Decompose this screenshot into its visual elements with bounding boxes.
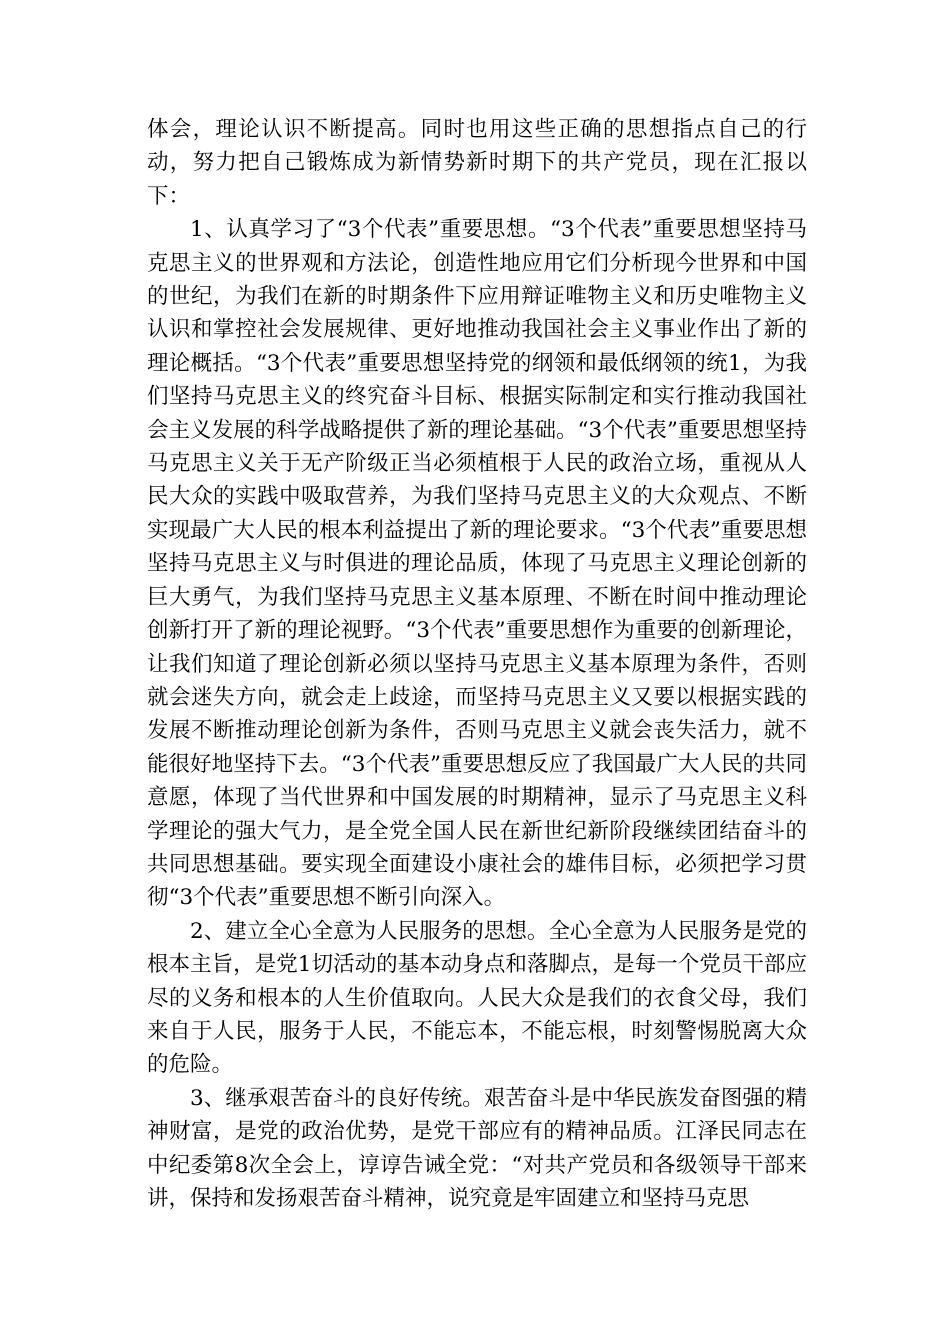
- paragraph-serve-the-people: 2、建立全心全意为人民服务的思想。全心全意为人民服务是党的根本主旨，是党1切活动的基本动身点和落脚点，是每一个党员干部应尽的义务和根本的人生价值取向。人民大众是我们的衣食父母，我们来自于人民，服务于人民，不能忘本，不能忘根，时刻警惕脱离大众的危险。: [147, 918, 807, 1078]
- paragraph-continuation: 体会，理论认识不断提高。同时也用这些正确的思想指点自己的行动，努力把自己锻炼成为新情势新时期下的共产党员，现在汇报以下：: [147, 117, 807, 209]
- paragraph-three-represents: 1、认真学习了“3个代表”重要思想。“3个代表”重要思想坚持马克思主义的世界观和方法论，创造性地应用它们分析现今世界和中国的世纪，为我们在新的时期条件下应用辩证唯物主义和历史唯物主义认识和掌控社会发展规律、更好地推动我国社会主义事业作出了新的理论概括。“3个代表”重要思想坚持党的纲领和最低纲领的统1，为我们坚持马克思主义的终究奋斗目标、根据实际制定和实行推动我国社会主义发展的科学战略提供了新的理论基础。“3个代表”重要思想坚持马克思主义关于无产阶级正当必须植根于人民的政治立场，重视从人民大众的实践中吸取营养，为我们坚持马克思主义的大众观点、不断实现最广大人民的根本利益提出了新的理论要求。“3个代表”重要思想坚持马克思主义与时俱进的理论品质，体现了马克思主义理论创新的巨大勇气，为我们坚持马克思主义基本原理、不断在时间中推动理论创新打开了新的理论视野。“3个代表”重要思想作为重要的创新理论，让我们知道了理论创新必须以坚持马克思主义基本原理为条件，否则就会迷失方向，就会走上歧途，而坚持马克思主义又要以根据实践的发展不断推动理论创新为条件，否则马克思主义就会丧失活力，就不能很好地坚持下去。“3个代表”重要思想反应了我国最广大人民的共同意愿，体现了当代世界和中国发展的时期精神，显示了马克思主义科学理论的强大气力，是全党全国人民在新世纪新阶段继续团结奋斗的共同思想基础。要实现全面建设小康社会的雄伟目标，必须把学习贯彻“3个代表”重要思想不断引向深入。: [147, 217, 807, 911]
- paragraph-hard-struggle: 3、继承艰苦奋斗的良好传统。艰苦奋斗是中华民族发奋图强的精神财富，是党的政治优势，是党干部应有的精神品质。江泽民同志在中纪委第8次全会上，谆谆告诫全党：“对共产党员和各级领导干部来讲，保持和发扬艰苦奋斗精神，说究竟是牢固建立和坚持马克思: [147, 1085, 807, 1211]
- document-page: [147, 113, 807, 1215]
